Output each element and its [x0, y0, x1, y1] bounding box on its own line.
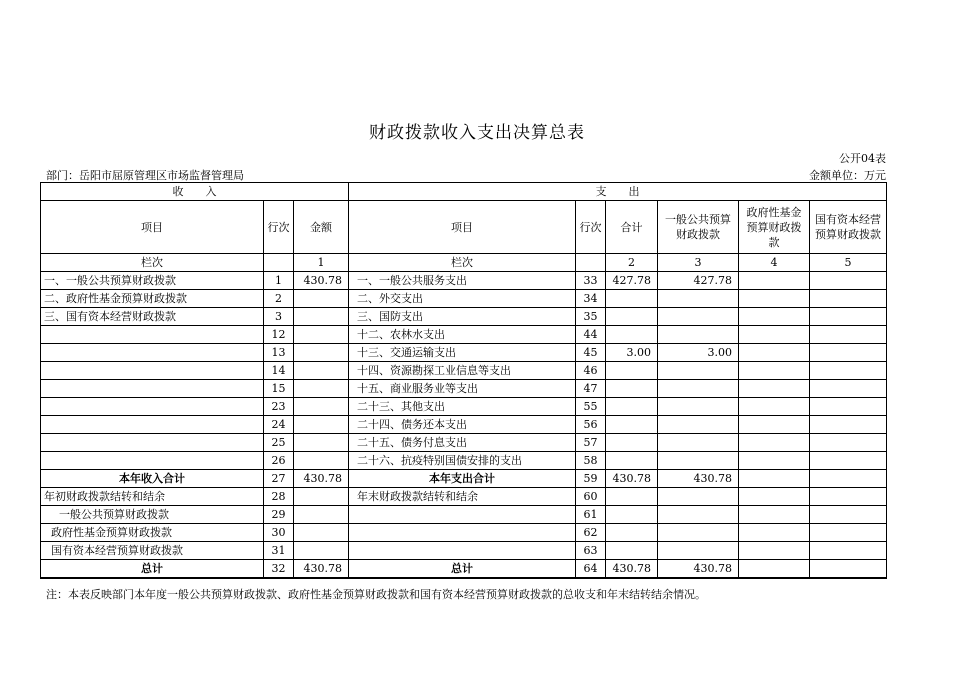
total-amount: 3.00 — [606, 344, 658, 362]
state-capital-header: 国有资本经营预算财政拨款 — [810, 201, 887, 254]
income-carry-line-no: 31 — [264, 542, 294, 560]
expense-item: 十三、交通运输支出 — [349, 344, 576, 362]
income-index-label: 栏次 — [41, 254, 264, 272]
table-row — [41, 362, 887, 380]
income-line-no: 13 — [264, 344, 294, 362]
expense-line-no: 44 — [576, 326, 606, 344]
income-item — [41, 326, 264, 344]
total-amount — [606, 380, 658, 398]
general-index: 3 — [658, 254, 739, 272]
income-line-no: 24 — [264, 416, 294, 434]
carry-gov-fund — [739, 488, 810, 506]
general-amount — [658, 326, 739, 344]
income-line-no: 1 — [264, 272, 294, 290]
income-subtotal-amount: 430.78 — [294, 470, 349, 488]
total-amount — [606, 326, 658, 344]
carryover-row — [41, 542, 887, 560]
state-capital-amount — [810, 416, 887, 434]
total-amount — [606, 398, 658, 416]
total-amount: 427.78 — [606, 272, 658, 290]
income-line-no: 14 — [264, 362, 294, 380]
table-row — [41, 272, 887, 290]
grand-total-gov-fund — [739, 560, 810, 579]
income-index-blank — [264, 254, 294, 272]
total-amount — [606, 416, 658, 434]
table-row — [41, 434, 887, 452]
income-total-label: 总计 — [41, 560, 264, 579]
expense-item: 二十六、抗疫特别国债安排的支出 — [349, 452, 576, 470]
carry-gov-fund — [739, 524, 810, 542]
state-capital-amount — [810, 398, 887, 416]
expense-line-no: 35 — [576, 308, 606, 326]
state-capital-amount — [810, 308, 887, 326]
column-header-row — [41, 201, 887, 254]
column-index-row — [41, 254, 887, 272]
gov-fund-amount — [739, 326, 810, 344]
carry-gov-fund — [739, 506, 810, 524]
income-amount-header: 金额 — [294, 201, 349, 254]
income-item: 二、政府性基金预算财政拨款 — [41, 290, 264, 308]
carry-general — [658, 524, 739, 542]
expense-carry-line-no: 61 — [576, 506, 606, 524]
expense-carry-item — [349, 506, 576, 524]
grand-total-row — [41, 560, 887, 579]
state-capital-amount — [810, 452, 887, 470]
state-capital-index: 5 — [810, 254, 887, 272]
state-capital-amount — [810, 362, 887, 380]
expense-item: 十五、商业服务业等支出 — [349, 380, 576, 398]
gov-fund-amount — [739, 344, 810, 362]
expense-line-no: 58 — [576, 452, 606, 470]
income-amount — [294, 416, 349, 434]
carry-state-capital — [810, 542, 887, 560]
general-amount — [658, 434, 739, 452]
carry-state-capital — [810, 506, 887, 524]
expense-index-blank — [576, 254, 606, 272]
table-row — [41, 344, 887, 362]
expense-item: 一、一般公共服务支出 — [349, 272, 576, 290]
gov-fund-amount — [739, 416, 810, 434]
income-item — [41, 416, 264, 434]
expense-item: 二、外交支出 — [349, 290, 576, 308]
department-label: 部门：岳阳市屈原管理区市场监督管理局 — [46, 169, 244, 182]
grand-total-general: 430.78 — [658, 560, 739, 579]
unit-label: 金额单位：万元 — [809, 169, 886, 182]
income-total-line-no: 32 — [264, 560, 294, 579]
table-row — [41, 380, 887, 398]
expense-total-line-no: 64 — [576, 560, 606, 579]
total-amount — [606, 290, 658, 308]
expense-item: 二十四、债务还本支出 — [349, 416, 576, 434]
expense-total-label: 总计 — [349, 560, 576, 579]
income-subtotal-label: 本年收入合计 — [41, 470, 264, 488]
expense-carry-item — [349, 524, 576, 542]
total-amount — [606, 308, 658, 326]
income-amount — [294, 380, 349, 398]
income-carry-amount — [294, 542, 349, 560]
gov-fund-amount — [739, 272, 810, 290]
total-header: 合计 — [606, 201, 658, 254]
gov-fund-amount — [739, 290, 810, 308]
income-line-no: 15 — [264, 380, 294, 398]
expense-index-label: 栏次 — [349, 254, 576, 272]
income-carry-item: 政府性基金预算财政拨款 — [41, 524, 264, 542]
income-amount — [294, 398, 349, 416]
subtotal-general: 430.78 — [658, 470, 739, 488]
report-title: 财政拨款收入支出决算总表 — [369, 123, 585, 143]
income-amount — [294, 434, 349, 452]
carry-general — [658, 488, 739, 506]
carry-total — [606, 524, 658, 542]
table-row — [41, 308, 887, 326]
income-line-no: 3 — [264, 308, 294, 326]
income-amount — [294, 326, 349, 344]
subtotal-total: 430.78 — [606, 470, 658, 488]
state-capital-amount — [810, 290, 887, 308]
table-row — [41, 398, 887, 416]
income-line-no: 23 — [264, 398, 294, 416]
state-capital-amount — [810, 434, 887, 452]
table-row — [41, 290, 887, 308]
total-amount — [606, 362, 658, 380]
gov-fund-amount — [739, 380, 810, 398]
income-carry-amount — [294, 524, 349, 542]
expense-line-no: 46 — [576, 362, 606, 380]
carry-state-capital — [810, 524, 887, 542]
expense-line-no: 55 — [576, 398, 606, 416]
expense-carry-item: 年末财政拨款结转和结余 — [349, 488, 576, 506]
income-line-no: 2 — [264, 290, 294, 308]
expense-carry-line-no: 63 — [576, 542, 606, 560]
income-section-header: 收 入 — [41, 183, 349, 201]
expense-line-no: 33 — [576, 272, 606, 290]
carryover-row — [41, 488, 887, 506]
carryover-row — [41, 524, 887, 542]
state-capital-amount — [810, 326, 887, 344]
gov-fund-header: 政府性基金预算财政拨款 — [739, 201, 810, 254]
grand-total-state-capital — [810, 560, 887, 579]
expense-section-header: 支 出 — [349, 183, 887, 201]
expense-line-no: 45 — [576, 344, 606, 362]
general-amount — [658, 416, 739, 434]
total-amount — [606, 452, 658, 470]
income-total-amount: 430.78 — [294, 560, 349, 579]
income-amount — [294, 290, 349, 308]
expense-item: 十二、农林水支出 — [349, 326, 576, 344]
income-carry-item: 年初财政拨款结转和结余 — [41, 488, 264, 506]
state-capital-amount — [810, 380, 887, 398]
income-amount — [294, 308, 349, 326]
general-amount — [658, 398, 739, 416]
carry-total — [606, 542, 658, 560]
income-item: 一、一般公共预算财政拨款 — [41, 272, 264, 290]
general-amount — [658, 308, 739, 326]
general-amount: 427.78 — [658, 272, 739, 290]
general-amount: 3.00 — [658, 344, 739, 362]
expense-item: 三、国防支出 — [349, 308, 576, 326]
income-item — [41, 452, 264, 470]
general-budget-header: 一般公共预算财政拨款 — [658, 201, 739, 254]
gov-fund-amount — [739, 308, 810, 326]
form-number: 公开04表 — [839, 152, 886, 165]
carry-total — [606, 506, 658, 524]
general-amount — [658, 290, 739, 308]
grand-total-total: 430.78 — [606, 560, 658, 579]
expense-carry-item — [349, 542, 576, 560]
expense-line-no-header: 行次 — [576, 201, 606, 254]
state-capital-amount — [810, 272, 887, 290]
expense-carry-line-no: 62 — [576, 524, 606, 542]
carryover-row — [41, 506, 887, 524]
expense-item: 二十五、债务付息支出 — [349, 434, 576, 452]
subtotal-gov-fund — [739, 470, 810, 488]
expense-subtotal-label: 本年支出合计 — [349, 470, 576, 488]
expense-line-no: 47 — [576, 380, 606, 398]
income-carry-line-no: 28 — [264, 488, 294, 506]
income-item-header: 项目 — [41, 201, 264, 254]
expense-line-no: 56 — [576, 416, 606, 434]
gov-fund-amount — [739, 362, 810, 380]
general-amount — [658, 362, 739, 380]
table-row — [41, 326, 887, 344]
gov-fund-amount — [739, 434, 810, 452]
income-carry-item: 国有资本经营预算财政拨款 — [41, 542, 264, 560]
income-line-no-header: 行次 — [264, 201, 294, 254]
income-carry-amount — [294, 506, 349, 524]
income-item — [41, 434, 264, 452]
gov-fund-index: 4 — [739, 254, 810, 272]
table-row — [41, 452, 887, 470]
expense-carry-line-no: 60 — [576, 488, 606, 506]
income-carry-amount — [294, 488, 349, 506]
carry-general — [658, 542, 739, 560]
income-amount — [294, 362, 349, 380]
income-line-no: 12 — [264, 326, 294, 344]
income-item — [41, 398, 264, 416]
income-amount — [294, 452, 349, 470]
section-header-row — [41, 183, 887, 201]
carry-state-capital — [810, 488, 887, 506]
gov-fund-amount — [739, 398, 810, 416]
expense-item: 二十三、其他支出 — [349, 398, 576, 416]
total-index: 2 — [606, 254, 658, 272]
expense-subtotal-line-no: 59 — [576, 470, 606, 488]
expense-item-header: 项目 — [349, 201, 576, 254]
income-carry-line-no: 29 — [264, 506, 294, 524]
total-amount — [606, 434, 658, 452]
expense-line-no: 57 — [576, 434, 606, 452]
subtotal-state-capital — [810, 470, 887, 488]
expense-item: 十四、资源勘探工业信息等支出 — [349, 362, 576, 380]
income-item — [41, 380, 264, 398]
income-item: 三、国有资本经营财政拨款 — [41, 308, 264, 326]
fiscal-appropriation-table — [40, 182, 887, 579]
income-item — [41, 344, 264, 362]
carry-total — [606, 488, 658, 506]
income-amount-index: 1 — [294, 254, 349, 272]
expense-line-no: 34 — [576, 290, 606, 308]
subtotal-row — [41, 470, 887, 488]
gov-fund-amount — [739, 452, 810, 470]
income-line-no: 25 — [264, 434, 294, 452]
income-carry-item: 一般公共预算财政拨款 — [41, 506, 264, 524]
income-line-no: 26 — [264, 452, 294, 470]
general-amount — [658, 380, 739, 398]
carry-general — [658, 506, 739, 524]
carry-gov-fund — [739, 542, 810, 560]
footnote: 注：本表反映部门本年度一般公共预算财政拨款、政府性基金预算财政拨款和国有资本经营预算财政拨款的总收支和年末结转结余情况。 — [46, 588, 706, 601]
general-amount — [658, 452, 739, 470]
table-row — [41, 416, 887, 434]
income-subtotal-line-no: 27 — [264, 470, 294, 488]
state-capital-amount — [810, 344, 887, 362]
income-carry-line-no: 30 — [264, 524, 294, 542]
income-item — [41, 362, 264, 380]
income-amount — [294, 344, 349, 362]
income-amount: 430.78 — [294, 272, 349, 290]
